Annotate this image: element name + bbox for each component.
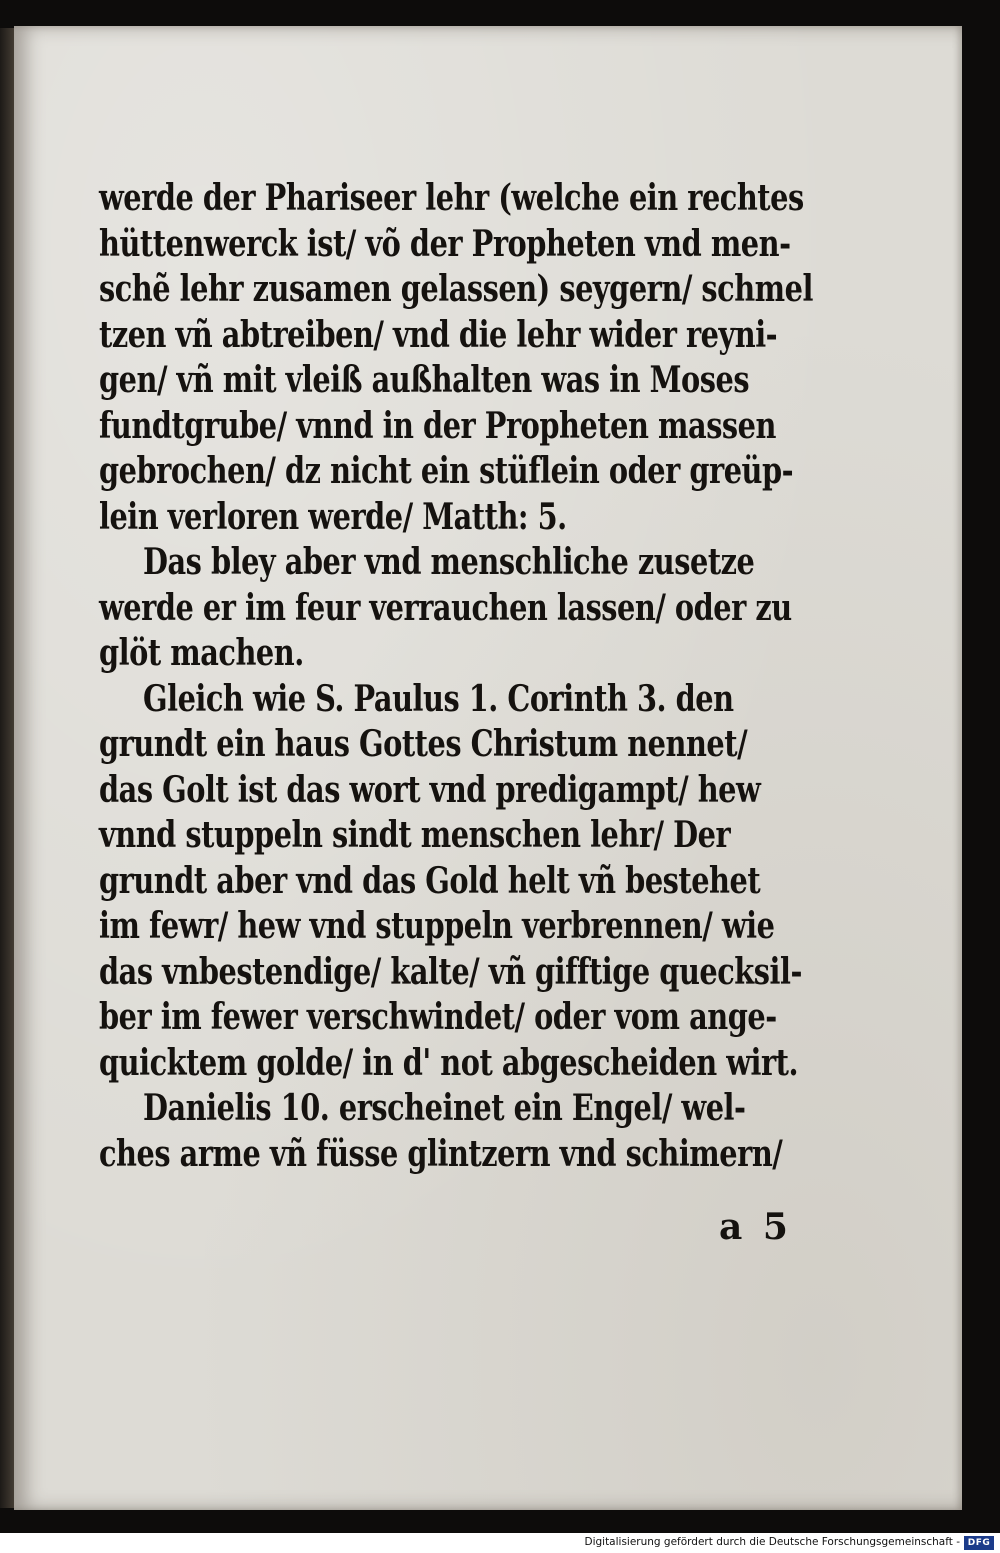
text-line: werde der Phariseer lehr (welche ein rechtes	[99, 177, 804, 219]
paragraph-start-line: Das bley aber vnd menschliche zusetze	[143, 541, 755, 583]
text-line: fundtgrube/ vnnd in der Propheten massen	[99, 404, 776, 447]
funding-credit: Digitalisierung gefördert durch die Deutsche Forschungsgemeinschaft -	[584, 1536, 960, 1548]
text-line: das Golt ist das wort vnd predigampt/ hew	[99, 768, 761, 811]
text-line: grundt aber vnd das Gold helt vñ bestehet	[99, 859, 761, 902]
text-line: gen/ vñ mit vleiß außhalten was in Moses	[99, 359, 750, 401]
text-line: ches arme vñ füsse glintzern vnd schimern/	[99, 1132, 783, 1175]
paragraph-start-line: Danielis 10. erscheinet ein Engel/ wel-	[143, 1087, 746, 1129]
text-line: werde er im feur verrauchen lassen/ oder zu	[99, 586, 792, 629]
text-line: hüttenwerck ist/ võ der Propheten vnd men-	[99, 222, 791, 265]
text-line: quicktem golde/ in d' not abgescheiden wirt.	[99, 1041, 799, 1084]
text-line: schẽ lehr zusamen gelassen) seygern/ schmel	[99, 268, 813, 310]
text-line: ber im fewer verschwindet/ oder vom ange-	[99, 996, 777, 1038]
text-line: lein verloren werde/ Matth: 5.	[99, 495, 567, 538]
text-line: gebrochen/ dz nicht ein stüflein oder greüp-	[99, 450, 794, 492]
text-line: vnnd stuppeln sindt menschen lehr/ Der	[99, 814, 731, 856]
paragraph-start-line: Gleich wie S. Paulus 1. Corinth 3. den	[143, 677, 734, 720]
text-line: im fewr/ hew vnd stuppeln verbrennen/ wie	[99, 905, 775, 947]
text-line: tzen vñ abtreiben/ vnd die lehr wider reyni-	[99, 313, 778, 356]
dfg-logo: DFG	[964, 1536, 994, 1550]
text-line: grundt ein haus Gottes Christum nennet/	[99, 723, 748, 765]
book-page	[14, 26, 962, 1510]
signature-mark: a 5	[719, 1206, 792, 1248]
page-text	[99, 176, 813, 1177]
text-line: glöt machen.	[99, 632, 304, 674]
text-line: das vnbestendige/ kalte/ vñ gifftige quecksil-	[99, 950, 802, 993]
digitization-footer	[0, 1533, 1000, 1553]
